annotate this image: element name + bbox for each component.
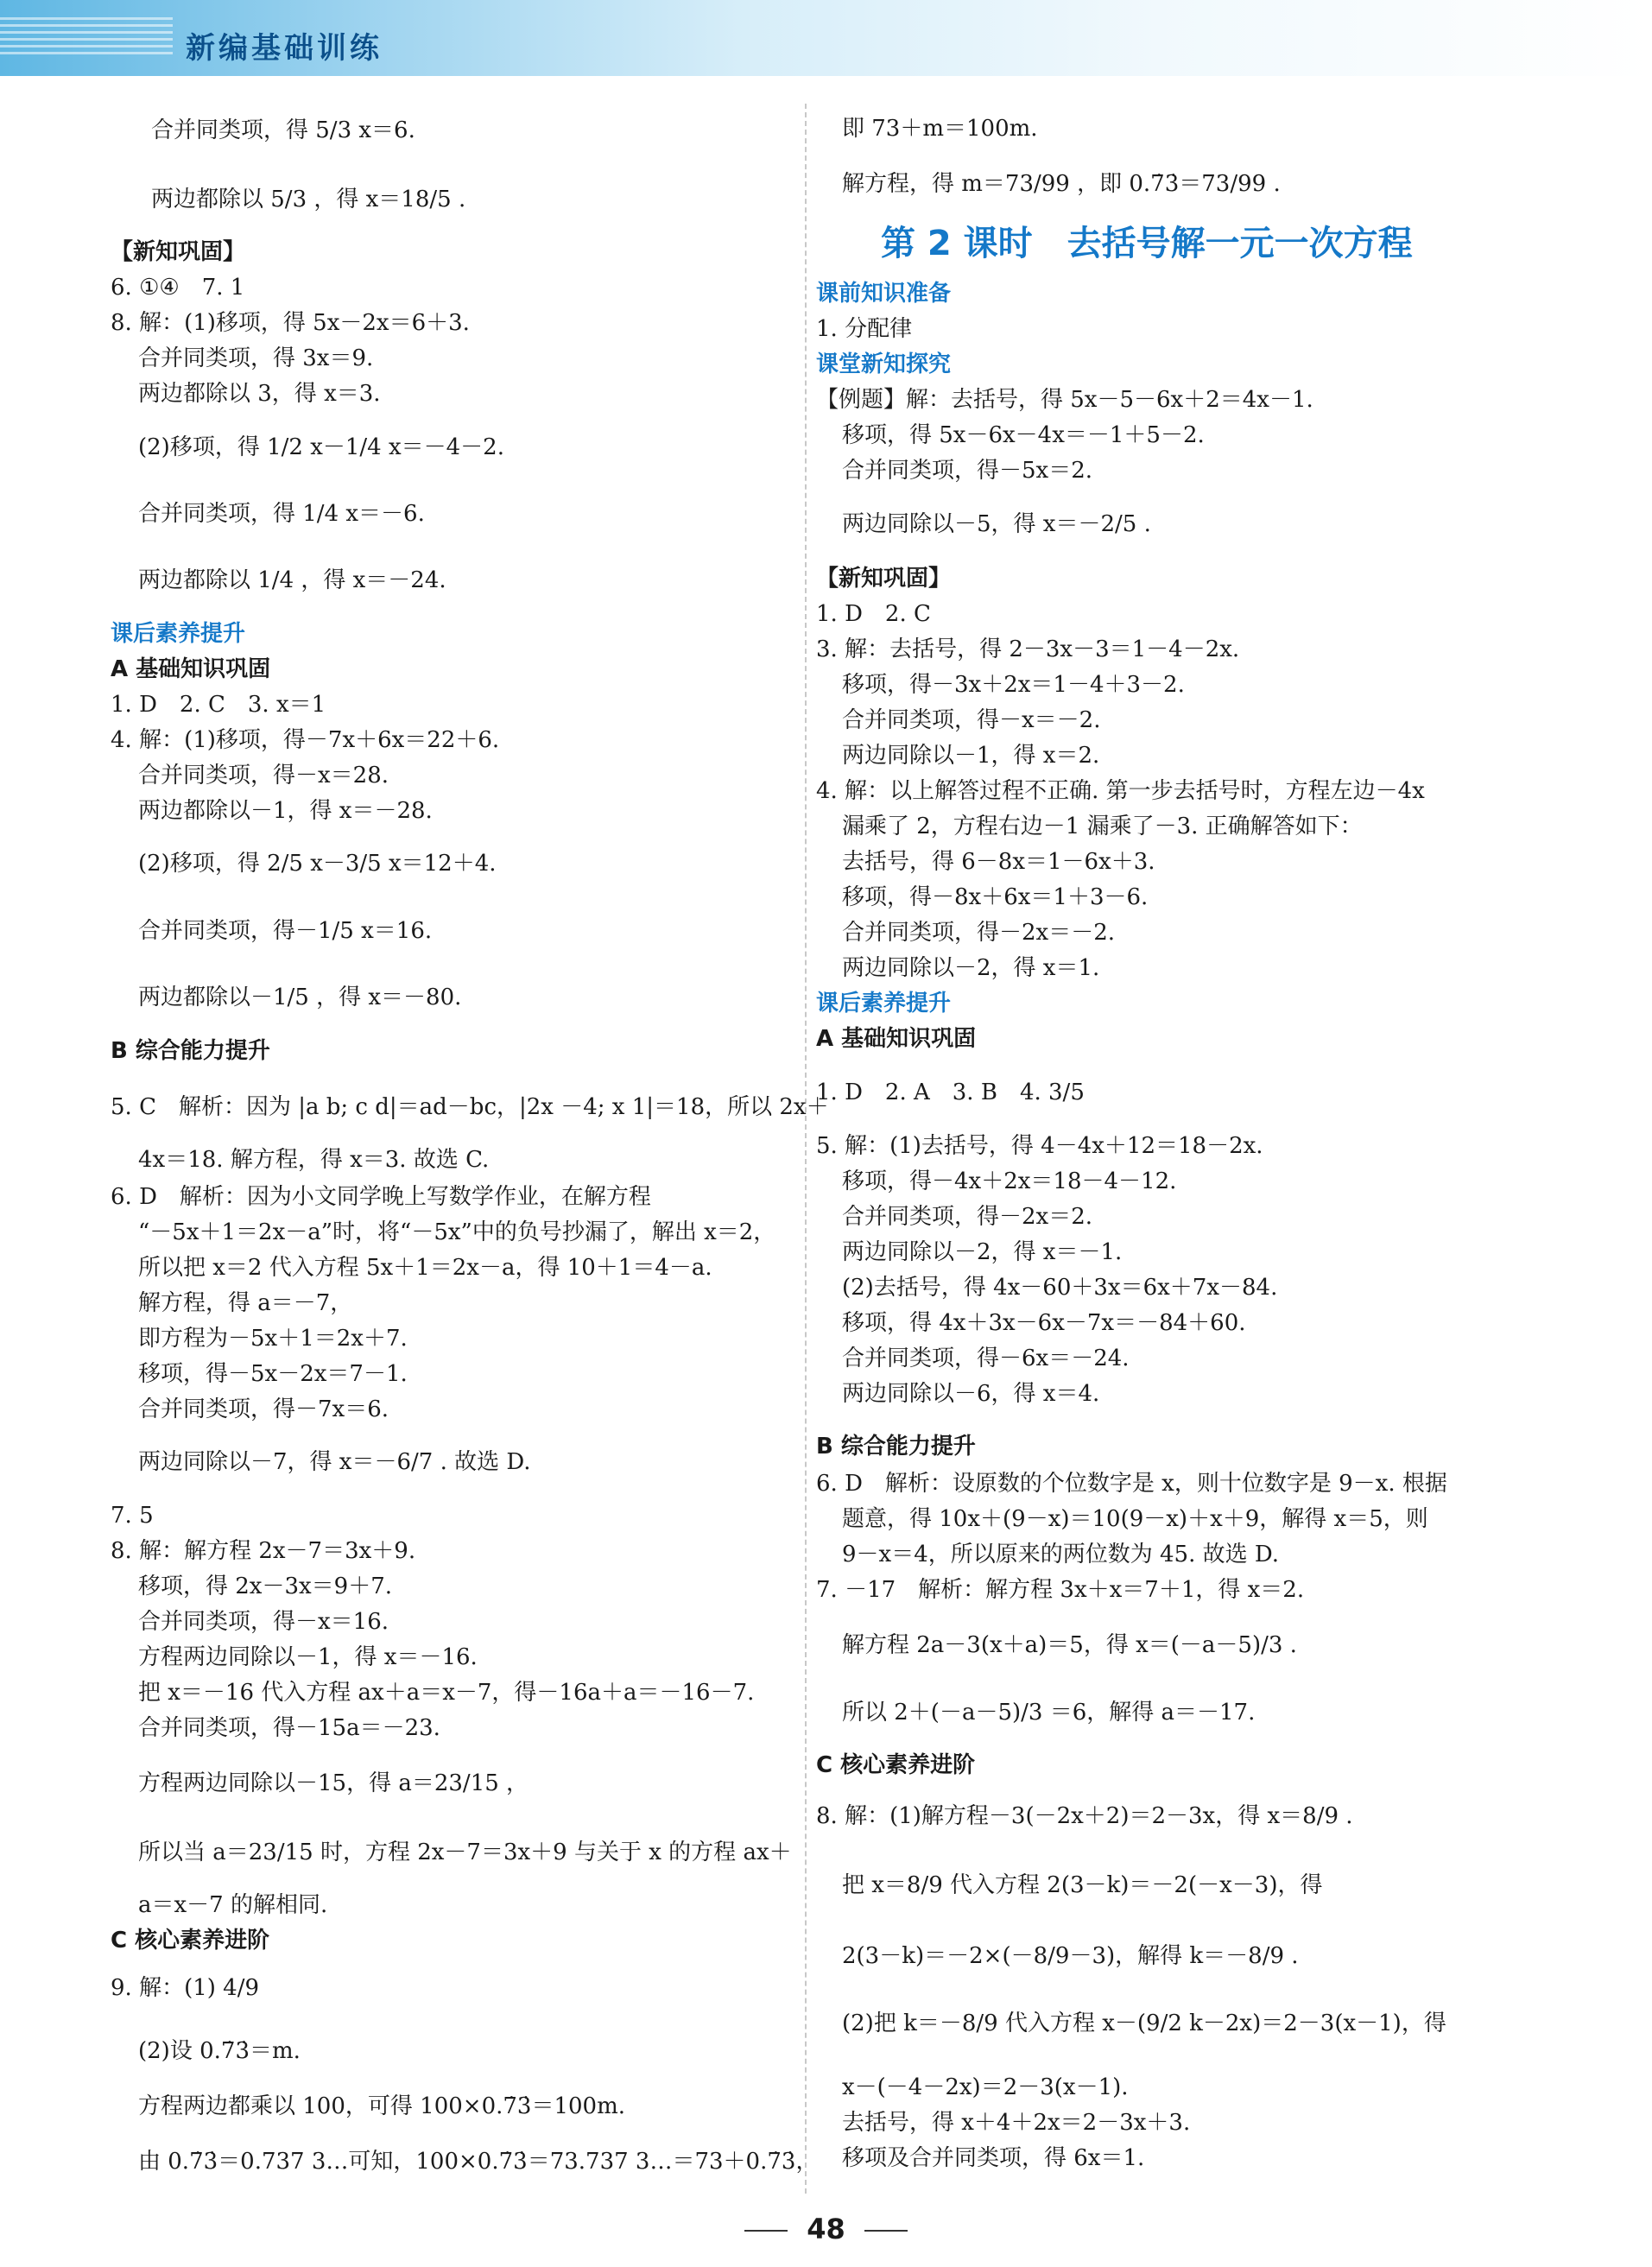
text-line: (2)移项，得 2/5 x－3/5 x＝12＋4. (138, 851, 497, 877)
text-line: 4x＝18. 解方程，得 x＝3. 故选 C. (138, 1147, 490, 1173)
text-line: 6. ①④ 7. 1 (111, 275, 245, 301)
text-line: 8. 解：(1)解方程－3(－2x＋2)＝2－3x，得 x＝8/9 . (816, 1803, 1353, 1829)
text-line: 移项，得－4x＋2x＝18－4－12. (842, 1168, 1177, 1194)
text-line: 移项，得－3x＋2x＝1－4＋3－2. (842, 672, 1185, 698)
text-line: (2)设 0.7̇3̇＝m. (138, 2038, 301, 2064)
section-heading: B 综合能力提升 (816, 1434, 976, 1460)
text-line: (2)移项，得 1/2 x－1/4 x＝－4－2. (138, 434, 504, 460)
text-line: 去括号，得 x＋4＋2x＝2－3x＋3. (842, 2110, 1191, 2136)
text-line: 合并同类项，得－x＝16. (138, 1609, 389, 1635)
section-heading: A 基础知识巩固 (111, 656, 271, 682)
text-line: 两边同除以－1，得 x＝2. (842, 743, 1100, 769)
section-heading-blue: 课堂新知探究 (816, 351, 952, 377)
text-line: 两边同除以－2，得 x＝－1. (842, 1239, 1123, 1265)
text-line: 9. 解：(1) 4/9 (111, 1975, 260, 2001)
page-number-text: 48 (807, 2213, 845, 2245)
text-line: 合并同类项，得－1/5 x＝16. (138, 918, 433, 944)
text-line: 6. D 解析：因为小文同学晚上写数学作业，在解方程 (111, 1184, 651, 1210)
text-line: 两边都除以 1/4 ，得 x＝－24. (138, 567, 446, 593)
text-line: 合并同类项，得－5x＝2. (842, 458, 1093, 484)
header-title: 新编基础训练 (186, 31, 383, 66)
text-line: 所以 2＋(－a－5)/3 ＝6，解得 a＝－17. (842, 1700, 1256, 1726)
text-line: 2(3－k)＝－2×(－8/9－3)，解得 k＝－8/9 . (842, 1943, 1299, 1969)
text-line: 合并同类项，得－15a＝－23. (138, 1715, 440, 1741)
text-line: 移项，得 4x＋3x－6x－7x＝－84＋60. (842, 1310, 1246, 1336)
text-line: 解方程，得 m＝73/99 ，即 0.7̇3̇＝73/99 . (842, 171, 1281, 197)
text-line: 所以当 a＝23/15 时，方程 2x－7＝3x＋9 与关于 x 的方程 ax＋ (138, 1840, 792, 1865)
text-line: 合并同类项，得－2x＝－2. (842, 920, 1116, 946)
text-line: 即方程为－5x＋1＝2x＋7. (138, 1326, 408, 1352)
text-line: 两边同除以－7，得 x＝－6/7 . 故选 D. (138, 1449, 531, 1475)
chapter-title: 第 2 课时 去括号解一元一次方程 (881, 224, 1413, 263)
text-line: 把 x＝－16 代入方程 ax＋a＝x－7，得－16a＋a＝－16－7. (138, 1680, 755, 1706)
text-line: 合并同类项，得 1/4 x＝－6. (138, 501, 425, 527)
text-line: 两边都除以－1，得 x＝－28. (138, 798, 433, 824)
text-line: (2)去括号，得 4x－60＋3x＝6x＋7x－84. (842, 1275, 1278, 1301)
section-heading-blue: 课后素养提升 (111, 621, 246, 647)
page-number (0, 2213, 1652, 2245)
column-divider (805, 104, 807, 2194)
text-line: 合并同类项，得－6x＝－24. (842, 1346, 1130, 1371)
section-heading: 【新知巩固】 (816, 566, 952, 592)
text-line: 移项，得 5x－6x－4x＝－1＋5－2. (842, 422, 1205, 448)
text-line: 合并同类项，得－2x＝2. (842, 1204, 1093, 1230)
text-line: 方程两边同除以－1，得 x＝－16. (138, 1644, 478, 1670)
section-heading: A 基础知识巩固 (816, 1026, 977, 1052)
text-line: 合并同类项，得－x＝28. (138, 763, 389, 788)
text-line: 移项，得－8x＋6x＝1＋3－6. (842, 884, 1149, 910)
text-line: a＝x－7 的解相同. (138, 1892, 328, 1918)
text-line: 【例题】解：去括号，得 5x－5－6x＋2＝4x－1. (816, 387, 1313, 413)
text-line: x－(－4－2x)＝2－3(x－1). (842, 2074, 1129, 2100)
text-line: 把 x＝8/9 代入方程 2(3－k)＝－2(－x－3)，得 (842, 1872, 1323, 1898)
text-line: 移项，得 2x－3x＝9＋7. (138, 1574, 393, 1599)
text-line: 7. 5 (111, 1503, 154, 1529)
text-line: 即 73＋m＝100m. (842, 116, 1038, 142)
text-line: 方程两边都乘以 100，可得 100×0.7̇3̇＝100m. (138, 2093, 626, 2119)
text-line: 1. D 2. C 3. x＝1 (111, 692, 326, 718)
text-line: 1. D 2. A 3. B 4. 3/5 (816, 1080, 1085, 1105)
text-line: 合并同类项，得 5/3 x＝6. (151, 117, 415, 143)
text-line: 合并同类项，得－7x＝6. (138, 1396, 389, 1422)
section-heading-blue: 课后素养提升 (816, 991, 952, 1016)
text-line: 漏乘了 2，方程右边－1 漏乘了－3. 正确解答如下： (842, 814, 1363, 839)
text-line: 移项，得－5x－2x＝7－1. (138, 1361, 408, 1387)
text-line: 合并同类项，得 3x＝9. (138, 345, 374, 371)
section-heading: B 综合能力提升 (111, 1038, 270, 1064)
text-line: 合并同类项，得－x＝－2. (842, 707, 1101, 733)
text-line: 1. 分配律 (816, 316, 913, 342)
text-line: 4. 解：(1)移项，得－7x＋6x＝22＋6. (111, 727, 500, 753)
text-line: 5. 解：(1)去括号，得 4－4x＋12＝18－2x. (816, 1133, 1263, 1159)
page-header-band (0, 0, 1652, 76)
text-line: 4. 解：以上解答过程不正确. 第一步去括号时，方程左边－4x (816, 778, 1425, 804)
section-heading: 【新知巩固】 (111, 239, 246, 265)
text-line: 两边同除以－2，得 x＝1. (842, 955, 1100, 981)
section-heading: C 核心素养进阶 (816, 1752, 976, 1778)
text-line: 3. 解：去括号，得 2－3x－3＝1－4－2x. (816, 636, 1240, 662)
text-line: 8. 解：(1)移项，得 5x－2x＝6＋3. (111, 310, 470, 336)
text-line: 两边都除以 3，得 x＝3. (138, 381, 381, 407)
text-line: 6. D 解析：设原数的个位数字是 x，则十位数字是 9－x. 根据 (816, 1471, 1447, 1497)
text-line: 去括号，得 6－8x＝1－6x＋3. (842, 849, 1155, 875)
text-line: 9－x＝4，所以原来的两位数为 45. 故选 D. (842, 1542, 1280, 1567)
page-number-dash-left (744, 2230, 788, 2232)
text-line: 7. －17 解析：解方程 3x＋x＝7＋1，得 x＝2. (816, 1577, 1305, 1603)
text-line: “－5x＋1＝2x－a”时，将“－5x”中的负号抄漏了，解出 x＝2， (138, 1219, 776, 1245)
header-stripes (0, 17, 173, 59)
text-line: 5. C 解析：因为 |a b; c d|＝ad－bc，|2x －4; x 1|＝18，所以 2x＋ (111, 1094, 829, 1120)
text-line: 移项及合并同类项，得 6x＝1. (842, 2145, 1145, 2171)
text-line: 方程两边同除以－15，得 a＝23/15 ， (138, 1770, 529, 1796)
text-line: 由 0.7̇3̇＝0.737 3…可知，100×0.7̇3̇＝73.737 3…＝73＋0.7̇3̇， (138, 2149, 819, 2175)
text-line: 8. 解：解方程 2x－7＝3x＋9. (111, 1538, 416, 1564)
section-heading-blue: 课前知识准备 (816, 281, 952, 307)
text-line: 所以把 x＝2 代入方程 5x＋1＝2x－a，得 10＋1＝4－a. (138, 1255, 712, 1281)
text-line: 两边同除以－5，得 x＝－2/5 . (842, 511, 1151, 537)
text-line: 解方程 2a－3(x＋a)＝5，得 x＝(－a－5)/3 . (842, 1632, 1297, 1658)
text-line: 两边都除以－1/5 ，得 x＝－80. (138, 985, 462, 1010)
text-line: 两边同除以－6，得 x＝4. (842, 1381, 1100, 1407)
text-line: 两边都除以 5/3 ，得 x＝18/5 . (151, 187, 466, 212)
text-line: 解方程，得 a＝－7， (138, 1290, 353, 1316)
section-heading: C 核心素养进阶 (111, 1928, 270, 1954)
text-line: 1. D 2. C (816, 601, 931, 627)
page-number-dash-right (864, 2230, 908, 2232)
text-line: (2)把 k＝－8/9 代入方程 x－(9/2 k－2x)＝2－3(x－1)，得 (842, 2011, 1446, 2036)
text-line: 题意，得 10x＋(9－x)＝10(9－x)＋x＋9，解得 x＝5，则 (842, 1506, 1428, 1532)
